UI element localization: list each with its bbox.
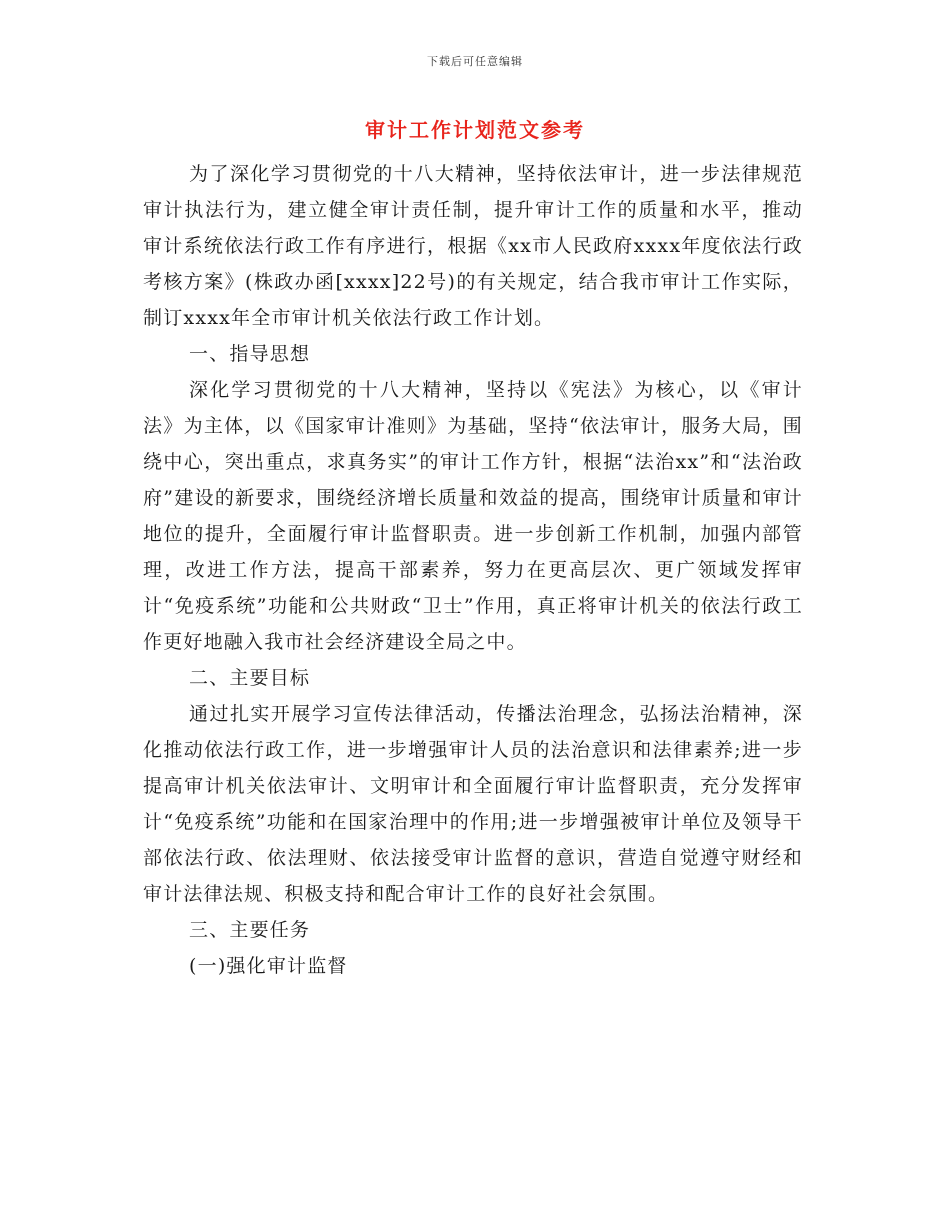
subsection-heading-audit-supervision: (一)强化审计监督 <box>189 955 348 977</box>
main-goals-paragraph: 通过扎实开展学习宣传法律活动，传播法治理念，弘扬法治精神，深化推动依法行政工作，进一步增强审计人员的法治意识和法律素养;进一步提高审计机关依法审计、文明审计和全面履行审计监督职责，充分发挥审计“免疫系统”功能和在国家治理中的作用;进一步增强被审计单位及领导干部依法行政、依法理财、依法接受审计监督的意识，营造自觉遵守财经和审计法律法规、积极支持和配合审计工作的良好社会氛围。 <box>143 703 803 905</box>
document-title: 审计工作计划范文参考 <box>365 118 585 142</box>
guiding-thought-paragraph: 深化学习贯彻党的十八大精神，坚持以《宪法》为核心，以《审计法》为主体，以《国家审计准则》为基础，坚持“依法审计，服务大局，围绕中心，突出重点，求真务实”的审计工作方针，根据“法治xx”和“法治政府”建设的新要求，围绕经济增长质量和效益的提高，围绕审计质量和审计地位的提升，全面履行审计监督职责。进一步创新工作机制，加强内部管理，改进工作方法，提高干部素养，努力在更高层次、更广领域发挥审计“免疫系统”功能和公共财政“卫士”作用，真正将审计机关的依法行政工作更好地融入我市社会经济建设全局之中。 <box>143 379 803 653</box>
intro-paragraph: 为了深化学习贯彻党的十八大精神，坚持依法审计，进一步法律规范审计执法行为，建立健全审计责任制，提升审计工作的质量和水平，推动审计系统依法行政工作有序进行，根据《xx市人民政府xxxx年度依法行政考核方案》(株政办函[xxxx]22号)的有关规定，结合我市审计工作实际，制订xxxx年全市审计机关依法行政工作计划。 <box>143 163 803 329</box>
section-heading-main-tasks: 三、主要任务 <box>189 919 311 941</box>
page-header-note: 下载后可任意编辑 <box>427 55 523 68</box>
section-heading-guiding-thought: 一、指导思想 <box>189 343 311 365</box>
section-heading-main-goals: 二、主要目标 <box>189 667 311 689</box>
document-body <box>143 156 803 984</box>
